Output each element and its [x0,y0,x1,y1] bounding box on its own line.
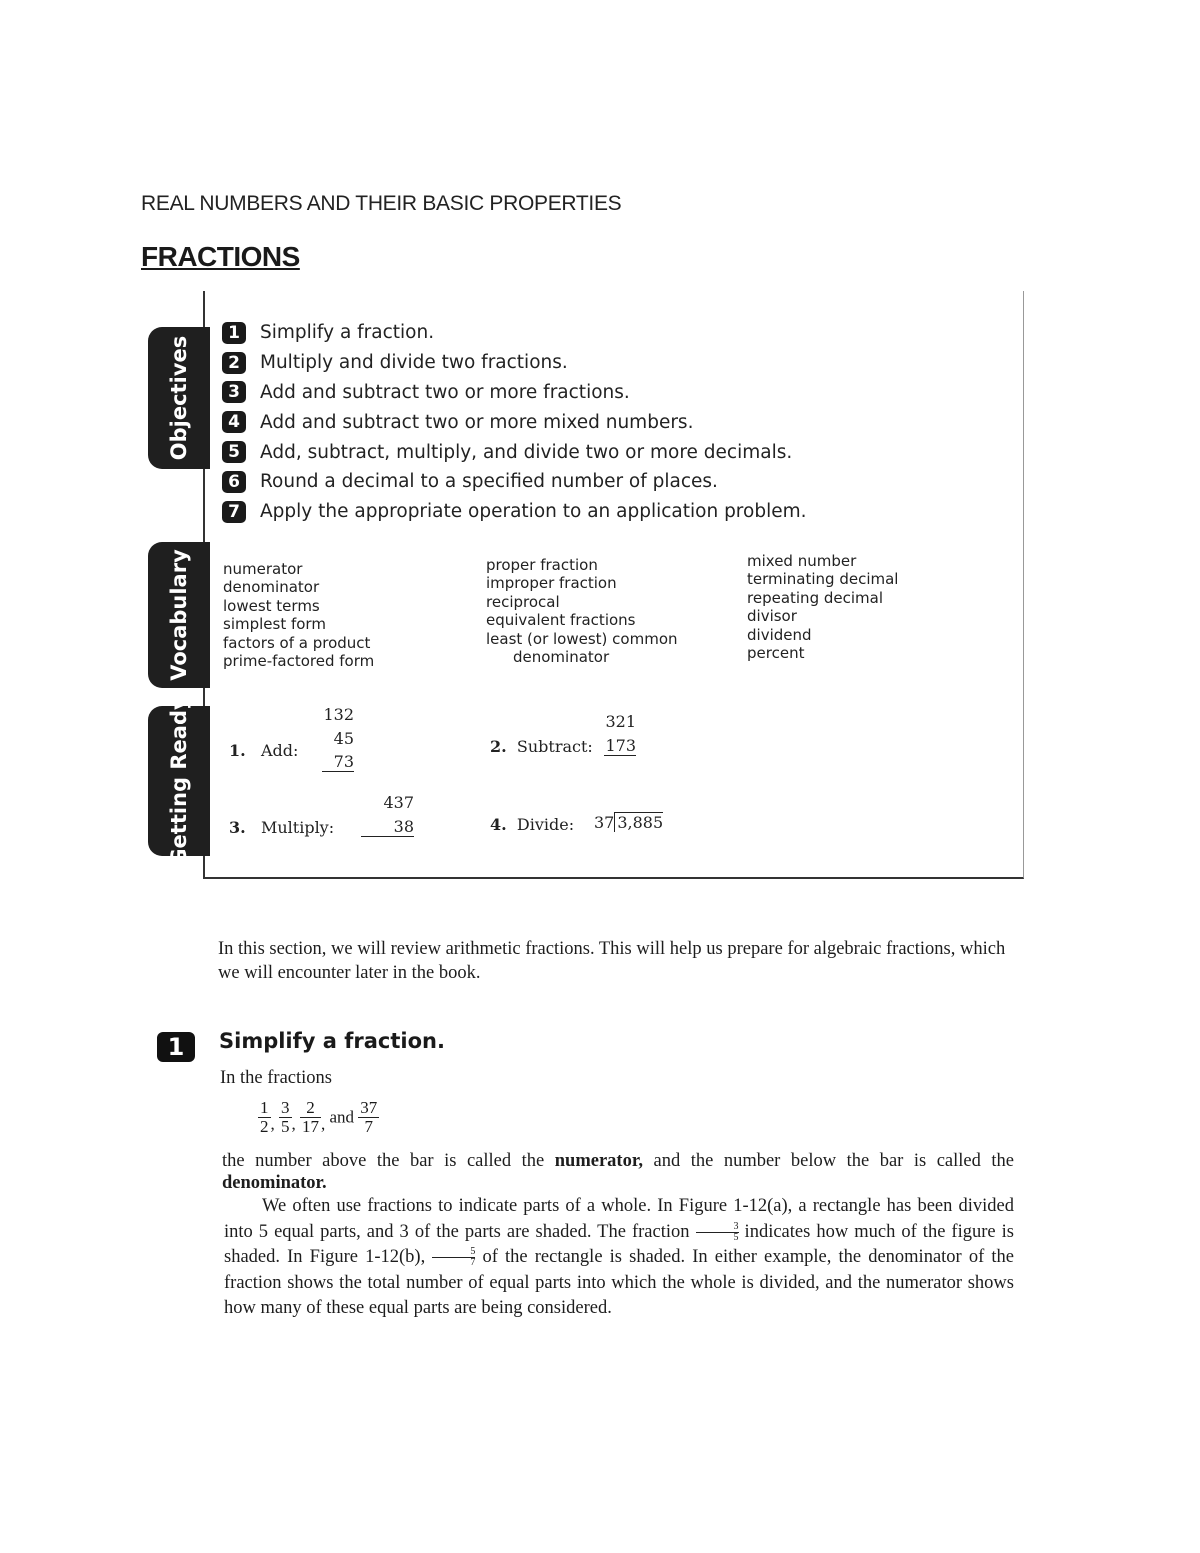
dividend: 3,885 [614,812,663,832]
problem-4-division [594,813,663,832]
text-run: indicates how much of the figure is shaded. In Figure 1-12(b), [224,1221,1014,1267]
objective-number: 6 [222,471,246,493]
fraction [279,1099,292,1136]
term-denominator: denominator. [222,1173,327,1193]
tab-objectives [148,327,210,469]
objective-item [222,407,807,437]
problem-number: 1. [229,741,246,760]
text-run: the number above the bar is called the [222,1151,555,1171]
fraction-numerator: 3 [696,1222,739,1233]
vocabulary-term: divisor [747,607,797,626]
objective-text: Add and subtract two or more fractions. [260,381,630,403]
tab-getting-ready-label: Getting Ready [167,696,191,866]
vocabulary-term: numerator [223,560,303,578]
objective-text: Apply the appropriate operation to an application problem. [260,501,807,523]
vocabulary-term: prime-factored form [223,652,375,671]
explanation-paragraph [224,1194,1014,1322]
objective-number: 4 [222,411,246,433]
objective-text: Multiply and divide two fractions. [260,352,568,374]
problem-3-operand: 38 [361,817,414,837]
fraction-numerator: 2 [300,1099,321,1118]
tab-objectives-label: Objectives [167,335,191,461]
objective-text: Add, subtract, multiply, and divide two or more decimals. [260,441,793,463]
problem-operation: Divide: [516,815,575,834]
vocabulary-term: lowest terms [223,596,320,615]
vocabulary-term: mixed number [747,552,857,570]
fraction [358,1099,379,1136]
vocabulary-term: reciprocal [486,592,560,611]
fraction-numerator: 37 [360,1098,378,1117]
problem-number: 2. [490,737,507,756]
vocabulary-term: denominator [513,648,610,667]
inline-fraction [696,1222,739,1243]
intro-paragraph: In this section, we will review arithmetic fractions. This will help us prepare for algebraic fractions, which we will encounter later in the book. [218,939,1006,983]
objectives-list [222,318,807,527]
fraction-denominator: 7 [470,1257,476,1269]
fraction-numerator: 5 [432,1247,475,1258]
text-run: of the rectangle is shaded. In either example, the denominator of the fraction shows the total number of equal parts into which the whole is divided, and the numerator shows how many of these equal parts are being considered. [224,1247,1014,1318]
text-run: We often use fractions to indicate parts of a whole. In Figure 1-12(a), a rectangle has been divided into 5 equal parts, and 3 of the parts are shaded. The fraction [224,1196,1014,1242]
objective-text: Add and subtract two or more mixed numbers. [260,411,694,433]
objective-number: 3 [222,381,246,403]
fraction [300,1099,321,1136]
vocabulary-term: improper fraction [486,574,617,593]
fraction-denominator: 17 [302,1117,319,1136]
objective-item [222,318,807,348]
fraction-numerator: 1 [260,1098,269,1117]
objective-item [222,467,807,497]
text-run: and the number below the bar is called the [642,1151,1014,1171]
problem-operation: Add: [260,741,299,760]
vocabulary-term: repeating decimal [747,588,883,607]
fraction-numerator: 3 [281,1098,290,1117]
vocabulary-column-3 [747,552,898,662]
objective-text: Simplify a fraction. [260,322,435,344]
problem-2-label [490,737,593,756]
objective-text: Round a decimal to a specified number of places. [260,471,718,493]
problem-operation: Multiply: [260,818,335,837]
vocabulary-term: least (or lowest) common [486,629,678,648]
vocabulary-term: percent [747,644,805,663]
problem-number: 4. [490,815,507,834]
problem-1-label [229,741,298,760]
section-lead: In the fractions [220,1068,332,1088]
tab-vocabulary [148,542,210,688]
objective-number: 2 [222,352,246,374]
fraction-denominator: 5 [281,1117,290,1136]
vocabulary-term: proper fraction [486,556,598,574]
vocabulary-column-1 [223,560,374,670]
divisor: 37 [594,813,615,832]
problem-1-operand: 45 [333,729,354,748]
objective-number: 5 [222,441,246,463]
problem-3-label [229,818,334,837]
objective-item [222,437,807,467]
and-word: and [329,1107,355,1127]
objective-number: 1 [222,322,246,344]
tab-vocabulary-label: Vocabulary [167,549,191,681]
objective-item [222,348,807,378]
objective-item [222,497,807,527]
problem-1-operand: 73 [322,752,354,772]
vocabulary-term: factors of a product [223,633,371,652]
vocabulary-column-2 [486,556,678,666]
vocabulary-term: denominator [223,578,320,597]
fraction [258,1099,271,1136]
problem-2-operand: 321 [605,712,636,731]
term-numerator: numerator, [554,1151,643,1171]
definition-paragraph [222,1150,1014,1194]
section-title: Simplify a fraction. [219,1029,445,1053]
fraction-denominator: 2 [260,1117,269,1136]
section-number-badge: 1 [157,1032,195,1062]
chapter-heading: REAL NUMBERS AND THEIR BASIC PROPERTIES [141,192,622,215]
vocabulary-term: dividend [747,625,812,644]
problem-3-operand: 437 [383,793,414,812]
problem-2-operand: 173 [605,736,636,755]
problem-number: 3. [229,818,246,837]
vocabulary-term: simplest form [223,615,326,634]
objective-item [222,378,807,408]
vocabulary-term: equivalent fractions [486,611,636,630]
problem-operation: Subtract: [516,737,593,756]
vocabulary-term: terminating decimal [747,570,899,589]
page-title: FRACTIONS [141,241,300,272]
fraction-denominator: 7 [364,1117,374,1136]
inline-fraction [432,1247,475,1268]
fraction-denominator: 5 [733,1231,739,1243]
problem-1-operand: 132 [323,705,354,724]
tab-getting-ready [148,696,210,866]
fraction-list: $\frac{1}{2}$ , $\frac{3}{5}$ , $\frac{2}{17}$ , and $\frac{37}{7}$ [260,1098,378,1136]
problem-4-label [490,815,574,834]
objective-number: 7 [222,501,246,523]
